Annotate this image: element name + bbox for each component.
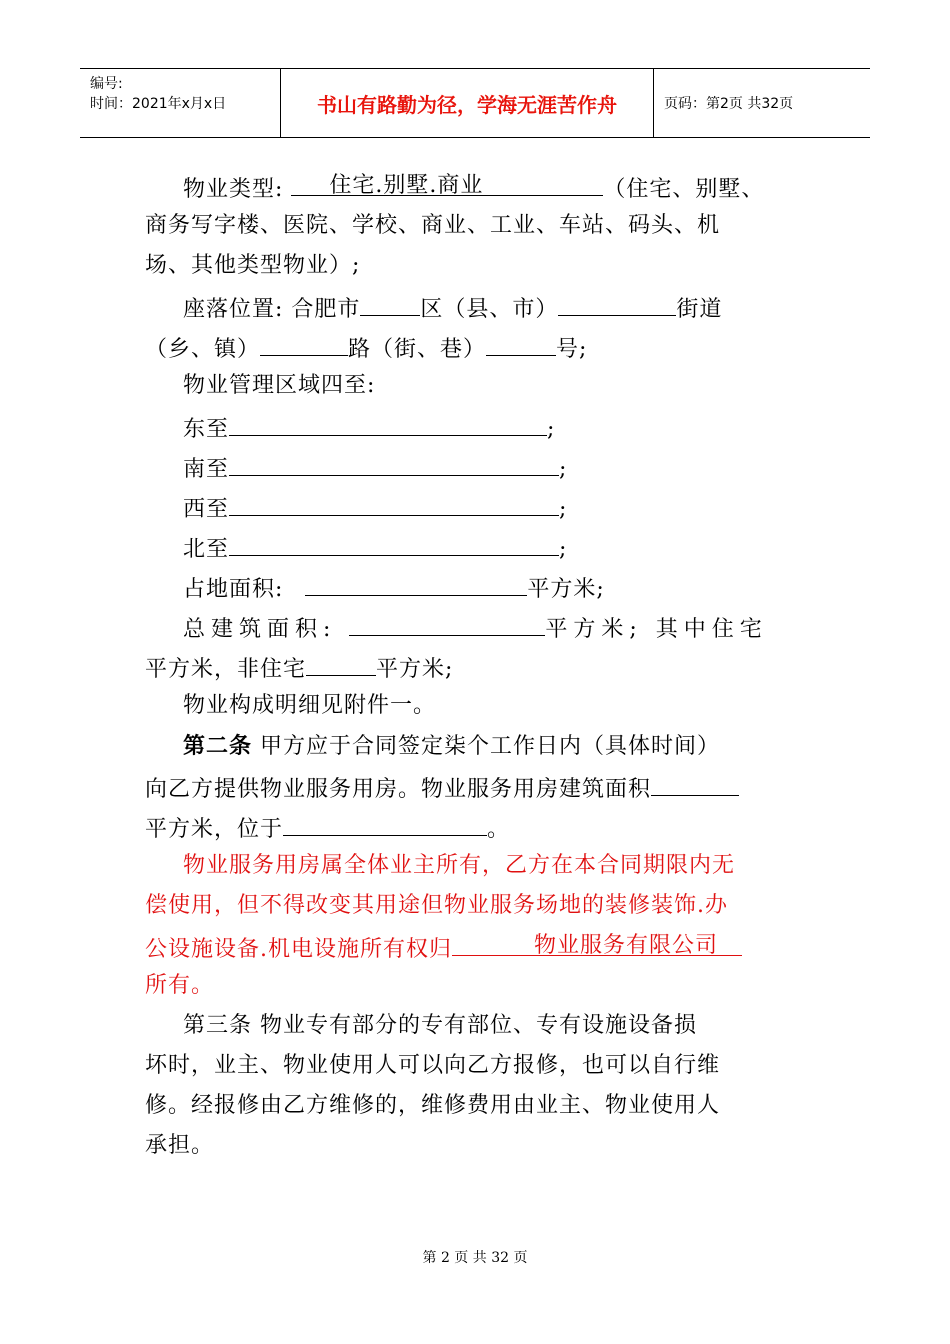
residential-area-line: 平方米，非住宅 平方米; [145,653,453,683]
blank-field [306,653,376,676]
location-line-2: （乡、镇） 路（街、巷） 号; [145,333,587,363]
blank-field [229,533,559,556]
blank-field [349,613,545,636]
location-line: 座落位置: 合肥市 区（县、市） 街道 [183,293,722,323]
time-label: 时间：2021年x月x日 [90,96,227,112]
blank-field [283,813,487,836]
blank-field [558,293,676,316]
south-boundary-line: 南至 ; [183,453,567,483]
text-line: 坏时，业主、物业使用人可以向乙方报修，也可以自行维 [145,1053,721,1078]
red-clause-line: 物业服务用房属全体业主所有，乙方在本合同期限内无 [183,853,736,878]
red-clause-line: 公设施设备.机电设施所有权归 物业服务有限公司 [145,933,742,963]
header-page-info: 页码：第2页 共32页 [664,96,794,112]
text-line: 场、其他类型物业）; [145,253,361,278]
number-label: 编号: [90,76,123,92]
header-motto: 书山有路勤为径，学海无涯苦作舟 [280,69,654,137]
property-type-line [183,173,764,203]
property-type-label: 物业类型: [183,177,292,202]
article-three-line: 第三条 物业专有部分的专有部位、专有设施设备损 [183,1013,697,1038]
property-type-options: （住宅、别墅、 [603,177,765,202]
blank-field [229,413,547,436]
page-footer: 第 2 页 共 32 页 [422,1250,528,1266]
article-two-line: 第二条 甲方应于合同签定柒个工作日内（具体时间） [183,733,721,759]
service-room-location-line: 平方米，位于 。 [145,813,510,843]
service-room-line: 向乙方提供物业服务用房。物业服务用房建筑面积 [145,773,739,803]
red-clause-line: 偿使用，但不得改变其用途但物业服务场地的装修装饰.办 [145,893,728,918]
text-line: 物业构成明细见附件一。 [183,693,437,718]
blank-field [260,333,348,356]
text-line: 商务写字楼、医院、学校、商业、工业、车站、码头、机 [145,213,721,238]
east-boundary-line: 东至 ; [183,413,555,443]
blank-field [486,333,556,356]
property-type-value: 住宅.别墅.商业 [291,173,603,196]
blank-field [360,293,420,316]
article-two-title: 第二条 [183,733,253,759]
west-boundary-line: 西至 ; [183,493,567,523]
blank-field [651,773,739,796]
land-area-line: 占地面积: 平方米; [183,573,605,603]
blank-field [305,573,527,596]
text-line: 修。经报修由乙方维修的，维修费用由业主、物业使用人 [145,1093,721,1118]
blank-field [229,453,559,476]
red-clause-line: 所有。 [145,973,215,998]
north-boundary-line: 北至 ; [183,533,567,563]
text-line: 承担。 [145,1133,215,1158]
header-meta [80,69,280,137]
boundary-heading: 物业管理区域四至: [183,373,376,398]
blank-field [229,493,559,516]
page-header [80,68,870,138]
company-name-field: 物业服务有限公司 [452,933,742,956]
building-area-line: 总建筑面积: 平方米; 其中住宅 [183,613,768,643]
